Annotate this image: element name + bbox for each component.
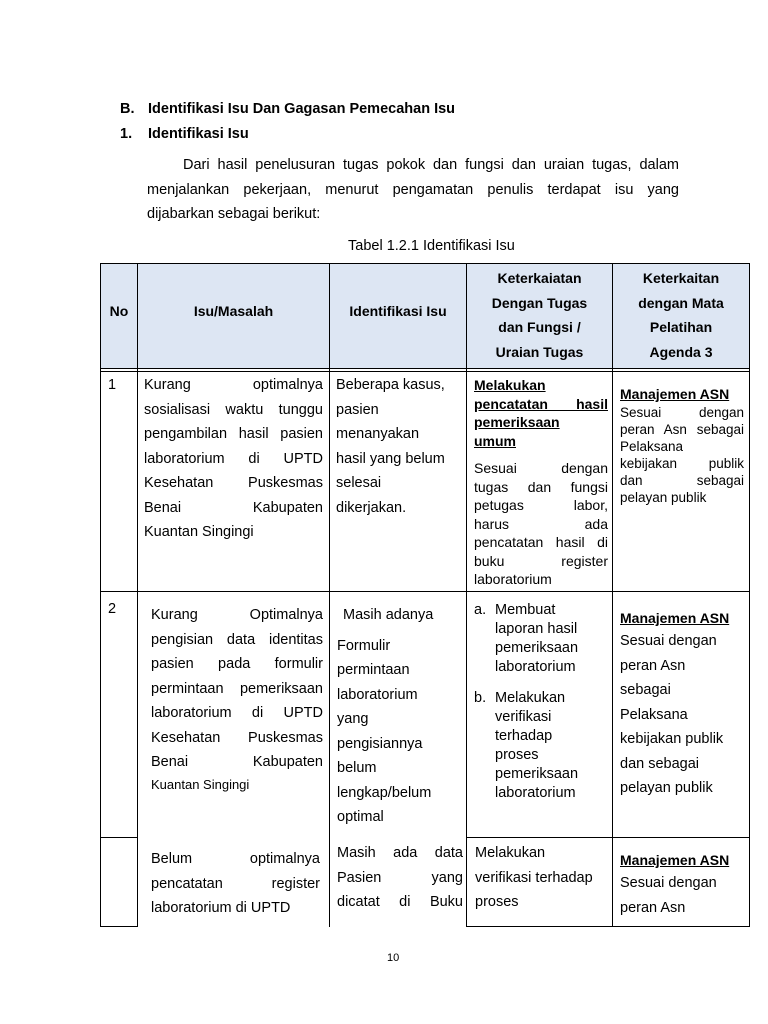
table-bottom-no: [100, 926, 138, 927]
isu-line: laboratorium di UPTD: [144, 450, 323, 467]
tugas-title-line: umum: [474, 432, 516, 449]
tugas-body-line: laboratorium: [474, 571, 552, 587]
identifikasi-line: Masih ada data: [337, 845, 463, 861]
tugas-body-line: Sesuai dengan: [474, 460, 608, 476]
identifikasi-line: Beberapa kasus,: [336, 377, 445, 393]
identifikasi-line: hasil yang belum: [336, 450, 445, 467]
row1-tugas: [474, 376, 608, 589]
tugas-item-line: pemeriksaan: [495, 766, 579, 782]
identifikasi-line: pengisiannya: [337, 735, 423, 752]
isu-line: Benai Kabupaten: [144, 499, 323, 516]
isu-line: Kuantan Singingi: [144, 524, 254, 540]
mata-body: [620, 404, 744, 506]
identifikasi-line: Pasien yang: [337, 869, 463, 886]
header-line: dan Fungsi /: [498, 319, 581, 335]
tugas-title-line: Melakukan: [474, 377, 546, 393]
tugas-body-line: petugas labor,: [474, 497, 608, 513]
tugas-title-line: pencatatan hasil: [474, 395, 608, 412]
identifikasi-line: yang: [337, 711, 369, 727]
mata-body-line: sebagai: [620, 682, 671, 698]
col-divider-isu: [329, 263, 330, 927]
mata-body-line: kebijakan publik: [620, 731, 724, 747]
tugas-body-line: tugas dan fungsi: [474, 478, 608, 495]
isu-line: pengambilan hasil pasien: [144, 426, 323, 442]
tugas-body-line: harus ada: [474, 515, 608, 532]
header-line: Agenda 3: [649, 343, 713, 360]
mata-body-line: peran Asn sebagai: [620, 422, 744, 437]
isu-line: laboratorium di UPTD: [151, 705, 323, 721]
row1-isu: [144, 373, 323, 545]
table-border-top: [100, 263, 750, 264]
issue-table: [100, 263, 750, 927]
identifikasi-line: laboratorium: [337, 686, 418, 703]
row3-tugas: [475, 841, 609, 915]
mata-body-line: dan sebagai: [620, 755, 700, 772]
header-keterkaitan-mata: [613, 266, 749, 364]
row3-identifikasi: [337, 841, 463, 915]
row1-no: 1: [108, 377, 117, 393]
tugas-body-line: proses: [475, 894, 519, 910]
isu-line: pengisian data identitas: [151, 631, 323, 648]
intro-line: Dari hasil penelusuran tugas pokok dan fungsi dan uraian tugas, dalam: [183, 157, 679, 173]
mata-body-line: peran Asn: [620, 657, 686, 674]
identifikasi-line: Masih adanya: [343, 607, 434, 623]
row2-isu: [151, 603, 323, 795]
tugas-item-line: laboratorium: [495, 785, 576, 801]
mata-body-line: Sesuai dengan: [620, 875, 717, 891]
table-border-right: [749, 263, 750, 927]
identifikasi-line: pasien: [336, 401, 379, 418]
tugas-item-line: laporan hasil: [495, 621, 578, 637]
header-identifikasi: Identifikasi Isu: [349, 303, 447, 319]
tugas-title-line: pemeriksaan: [474, 414, 560, 430]
page-number: 10: [387, 952, 400, 964]
row1-mata: [620, 385, 744, 506]
table-caption: Tabel 1.2.1 Identifikasi Isu: [348, 238, 515, 254]
table-bottom-right: [466, 926, 750, 927]
mata-body-line: peran Asn: [620, 899, 686, 916]
mata-title: Manajemen ASN: [620, 852, 730, 868]
mata-title: Manajemen ASN: [620, 610, 730, 626]
tugas-item-line: pemeriksaan: [495, 640, 579, 656]
header-no: No: [109, 303, 129, 319]
header-line: Uraian Tugas: [495, 343, 584, 360]
isu-line: Kurang Optimalnya: [151, 607, 323, 623]
identifikasi-line: belum: [337, 760, 377, 776]
table-row3-top-no: [100, 837, 138, 838]
intro-paragraph: [147, 153, 679, 227]
subsection-heading: [120, 126, 600, 146]
mata-body-line: Sesuai dengan: [620, 633, 717, 649]
tugas-body-line: pencatatan hasil di: [474, 534, 608, 550]
header-line: Keterkaiatan: [497, 270, 582, 286]
row1-identifikasi: [336, 373, 460, 520]
table-border-left: [100, 263, 101, 927]
mata-title: Manajemen ASN: [620, 386, 730, 402]
isu-line: Kesehatan Puskesmas: [151, 729, 323, 746]
isu-line: pasien pada formulir: [151, 656, 323, 672]
tugas-item-line: terhadap: [495, 728, 553, 744]
row3-isu: [151, 847, 320, 921]
row2-identifikasi: [337, 603, 461, 830]
identifikasi-line: dikerjakan.: [336, 499, 407, 516]
tugas-body-line: Melakukan: [475, 845, 546, 861]
tugas-body-line: verifikasi terhadap: [475, 869, 593, 886]
identifikasi-line: menanyakan: [336, 426, 420, 442]
row2-tugas-item-a: [474, 601, 608, 681]
list-marker: b.: [474, 690, 487, 706]
tugas-item-line: verifikasi: [495, 709, 552, 725]
identifikasi-line: optimal: [337, 809, 384, 825]
mata-body-line: dan sebagai: [620, 473, 744, 488]
subsection-number: 1.: [120, 126, 133, 142]
table-header-bottom: [100, 368, 750, 369]
intro-line: dijabarkan sebagai berikut:: [147, 206, 321, 222]
row2-no: 2: [108, 601, 117, 617]
isu-line: sosialisasi waktu tunggu: [144, 401, 323, 418]
header-line: dengan Mata: [638, 294, 724, 311]
tugas-item-line: proses: [495, 747, 539, 763]
header-line: Dengan Tugas: [491, 294, 588, 311]
col-divider-no: [137, 263, 138, 927]
identifikasi-line: lengkap/belum: [337, 784, 432, 801]
isu-line: Benai Kabupaten: [151, 754, 323, 770]
subsection-title: Identifikasi Isu: [148, 126, 249, 142]
mata-body-line: Pelaksana: [620, 706, 688, 723]
isu-line: Kesehatan Puskesmas: [144, 475, 323, 491]
tugas-item-line: Melakukan: [495, 690, 566, 706]
identifikasi-line: permintaan: [337, 662, 410, 678]
intro-line: menjalankan pekerjaan, menurut pengamatan penulis terdapat isu yang: [147, 181, 679, 198]
mata-body-line: Sesuai dengan: [620, 405, 744, 420]
tugas-body-line: buku register: [474, 552, 608, 569]
identifikasi-line: Formulir: [337, 637, 391, 654]
mata-body-line: Pelaksana: [620, 439, 684, 454]
row2-mata: [620, 607, 744, 801]
header-line: Pelatihan: [649, 319, 713, 335]
row3-mata: [620, 849, 744, 920]
table-row3-top-right: [466, 837, 750, 838]
tugas-item-line: Membuat: [495, 602, 556, 618]
mata-body-line: pelayan publik: [620, 780, 713, 796]
row2-tugas-item-b: [474, 689, 608, 809]
section-heading: [120, 101, 600, 121]
table-row1-top: [100, 371, 750, 372]
table-row2-top: [100, 591, 750, 592]
identifikasi-line: selesai: [336, 475, 382, 491]
section-title: Identifikasi Isu Dan Gagasan Pemecahan Isu: [148, 101, 456, 117]
isu-line: Kuantan Singingi: [151, 776, 250, 792]
section-number: B.: [120, 101, 135, 117]
tugas-item-line: laboratorium: [495, 659, 576, 675]
mata-body-line: kebijakan publik: [620, 456, 744, 471]
isu-line: permintaan pemeriksaan: [151, 680, 323, 697]
isu-line: pencatatan register: [151, 875, 320, 892]
isu-line: Kurang optimalnya: [144, 377, 323, 393]
header-isu: Isu/Masalah: [193, 303, 274, 319]
header-line: Keterkaitan: [642, 270, 720, 286]
list-marker: a.: [474, 602, 487, 618]
isu-line: laboratorium di UPTD: [151, 900, 291, 916]
header-keterkaitan-tugas: [467, 266, 612, 364]
identifikasi-line: dicatat di Buku: [337, 894, 463, 910]
isu-line: Belum optimalnya: [151, 851, 320, 867]
mata-body-line: pelayan publik: [620, 490, 707, 505]
